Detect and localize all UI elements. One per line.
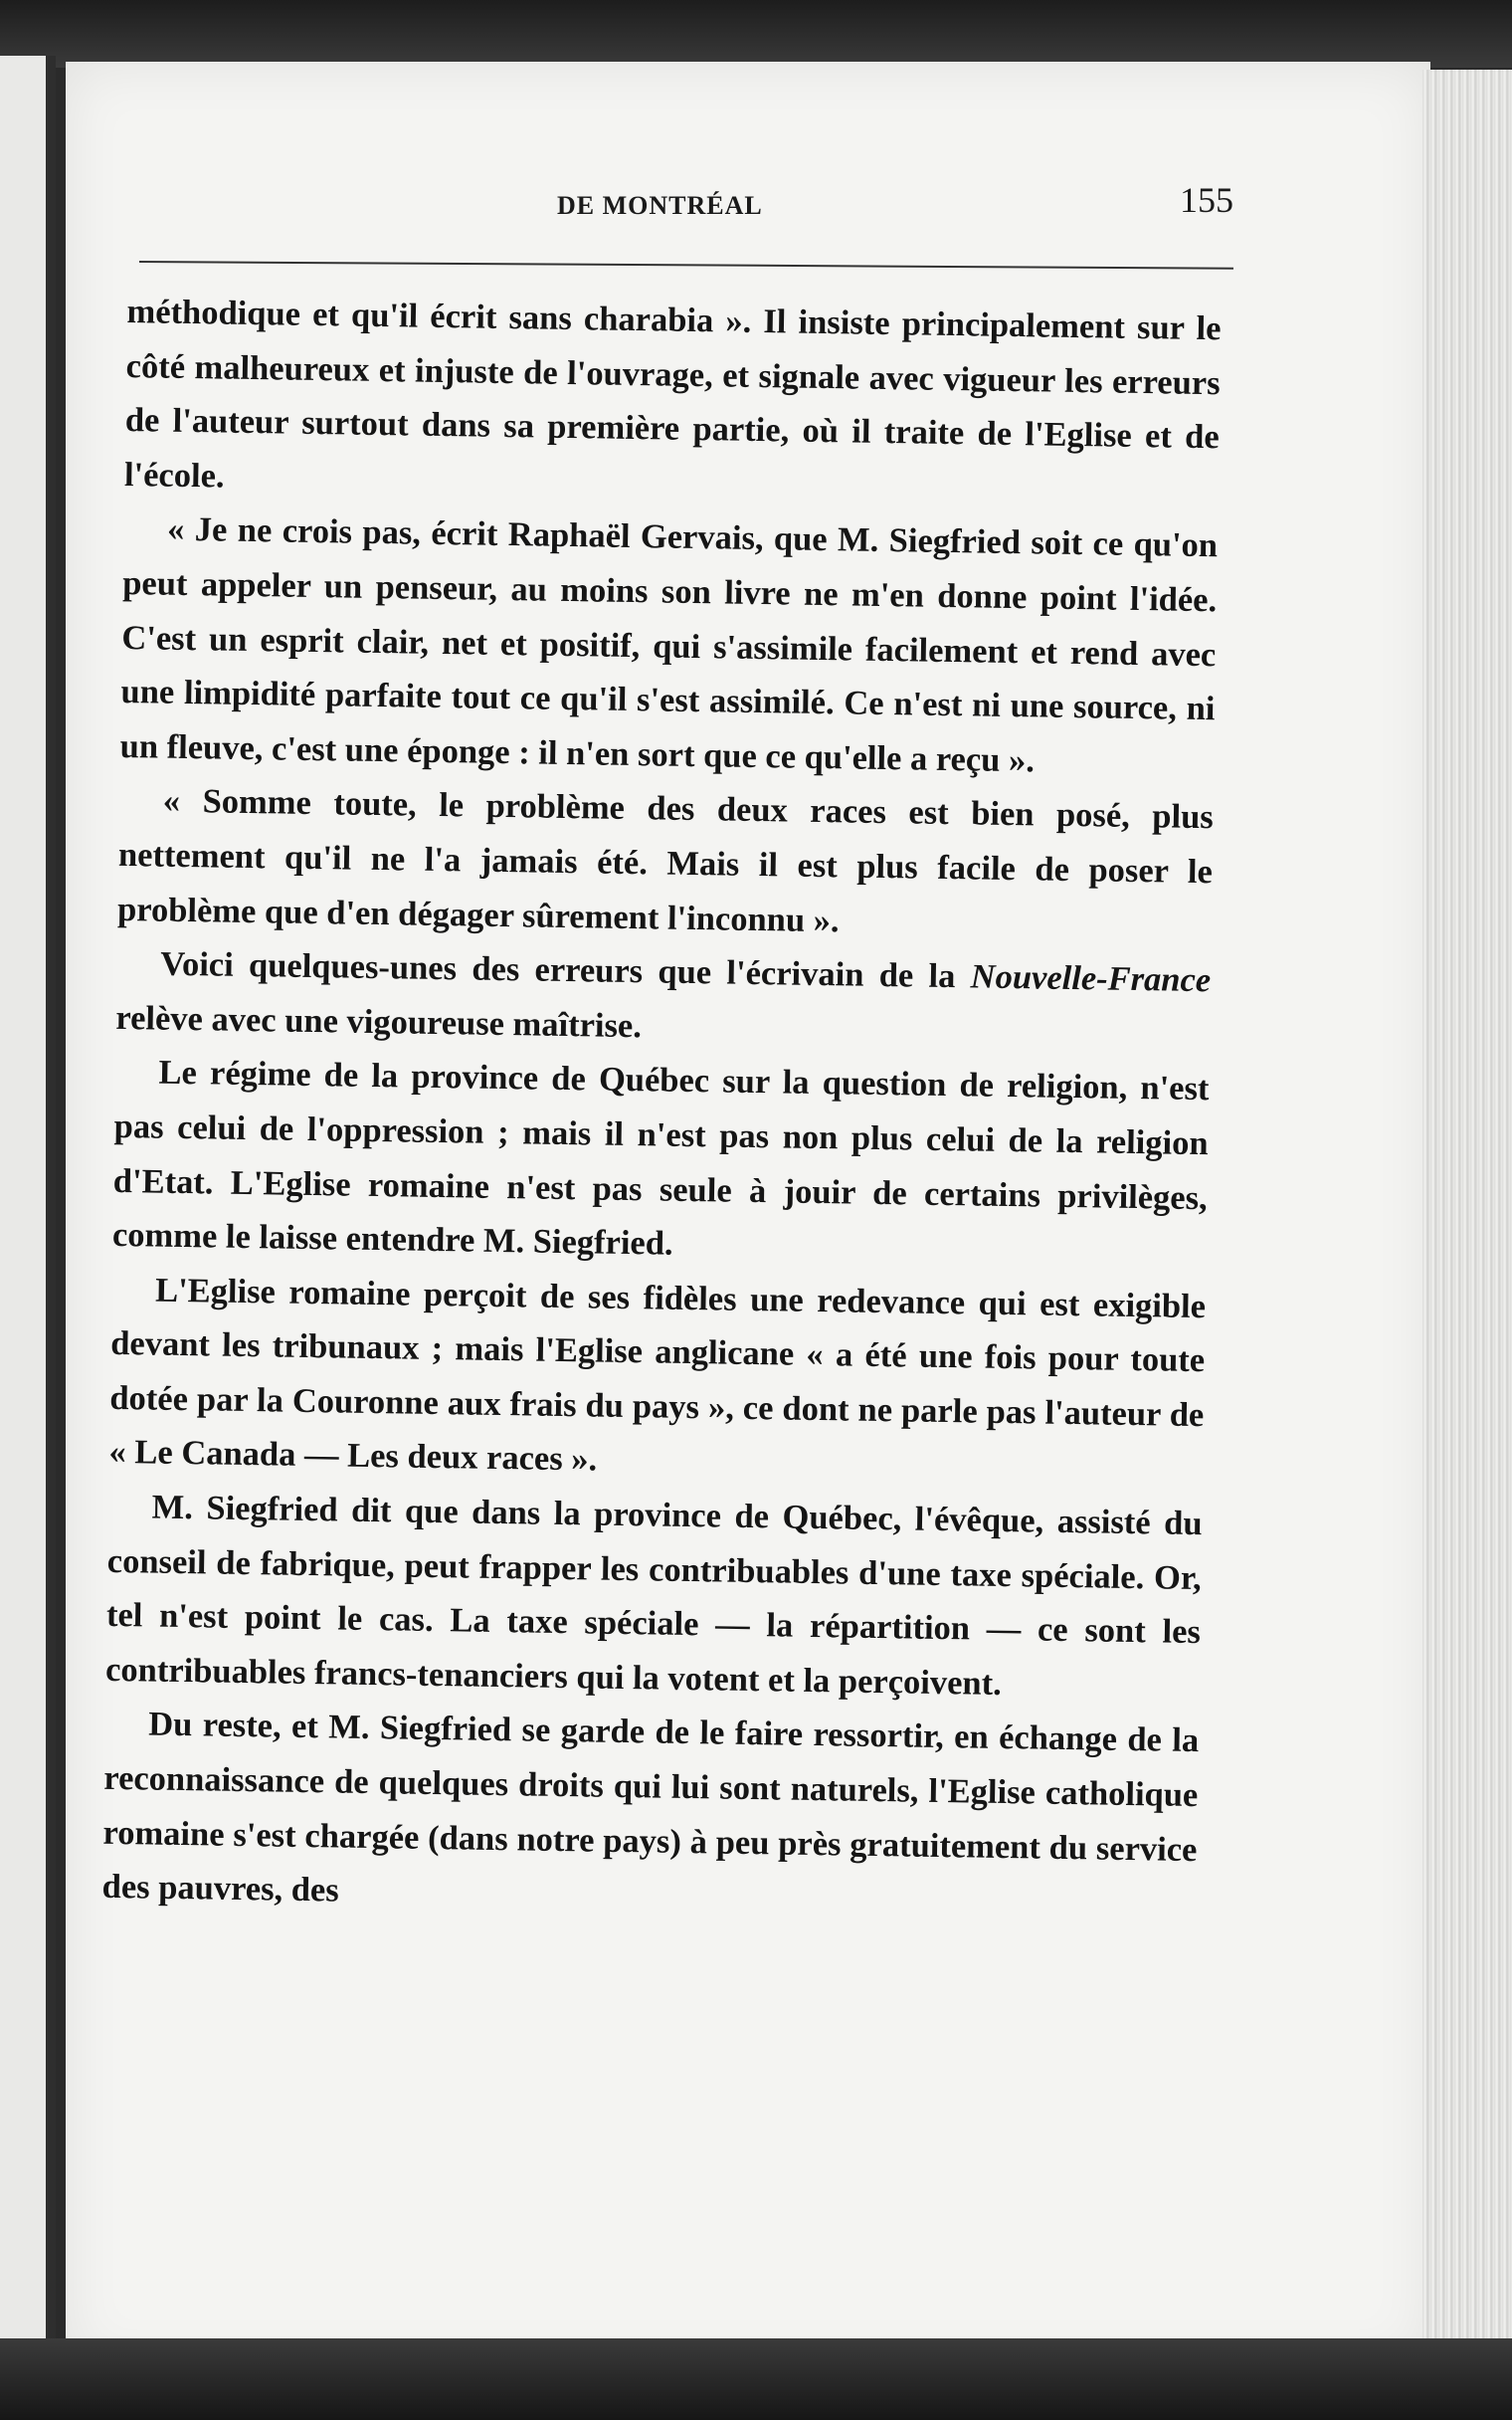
paragraph-quote-gervais: « Je ne crois pas, écrit Raphaël Gervais, que M. Siegfried soit ce qu'on peut appeler un penseur, au moins son livre ne m'en donne point l'idée. C'est un esprit clair, net et positif, qui s'assimile facilement et rend avec une limpidité parfaite tout ce qu'il s'est assimilé. Ce n'est ni une source, ni un fleuve, c'est une éponge : il n'en sort que ce qu'elle a reçu ». [119, 510, 1219, 780]
page-number: 155 [1180, 180, 1233, 220]
facing-page-edge [0, 56, 56, 2374]
paragraph-continuation: méthodique et qu'il écrit sans charabia ». Il insiste principalement sur le côté malheureux et injuste de l'ouvrage, et signale avec vigueur les erreurs de l'auteur surtout dans sa première partie, où il traite de l'Eglise et de l'école. [123, 292, 1222, 496]
running-title: DE MONTRÉAL [557, 191, 763, 220]
paragraph-taxe: M. Siegfried dit que dans la province de Québec, l'évêque, assisté du conseil de fabrique, peut frapper les contribuables d'une taxe spéciale. Or, tel n'est point le cas. La taxe spéciale — la répartition — ce sont les contribuables francs-tenanciers qui la votent et la perçoivent. [104, 1488, 1203, 1703]
paragraph-errors-intro-end: relève avec une vigoureuse maîtrise. [115, 998, 643, 1045]
paragraph-quote-somme: « Somme toute, le problème des deux races est bien posé, plus nettement qu'il ne l'a jamais été. Mais il est plus facile de poser le problème que d'en dégager sûrement l'inconnu ». [116, 781, 1215, 939]
paragraph-errors-intro [115, 936, 1212, 1062]
scan-top-border [0, 0, 1512, 68]
scan-bottom-border [0, 2338, 1512, 2420]
paragraph-du-reste: Du reste, et M. Siegfried se garde de le faire ressortir, en échange de la reconnaissance de quelques droits qui lui sont naturels, l'Eglise catholique romaine s'est chargée (dans notre pays) à peu près gratuitement du service des pauvres, des [101, 1705, 1200, 1910]
paragraph-regime: Le régime de la province de Québec sur la question de religion, n'est pas celui de l'oppression ; mais il n'est pas non plus celui de la religion d'Etat. L'Eglise romaine n'est pas seule à jouir de certains privilèges, comme le laisse entendre M. Siegfried. [111, 1053, 1210, 1263]
page-stack-edge [1422, 70, 1512, 2348]
paragraph-errors-intro-start: Voici quelques-unes des erreurs que l'écrivain de la [159, 944, 972, 996]
journal-title: Nouvelle-France [970, 957, 1212, 1000]
paragraph-redevance: L'Eglise romaine perçoit de ses fidèles une redevance qui est exigible devant les tribunaux ; mais l'Eglise anglicane « a été une fois pour toute dotée par la Couronne aux frais du pays », ce dont ne parle pas l'auteur de « Le Canada — Les deux races ». [108, 1271, 1207, 1480]
body-text [101, 285, 1222, 1931]
running-head [139, 179, 1233, 243]
